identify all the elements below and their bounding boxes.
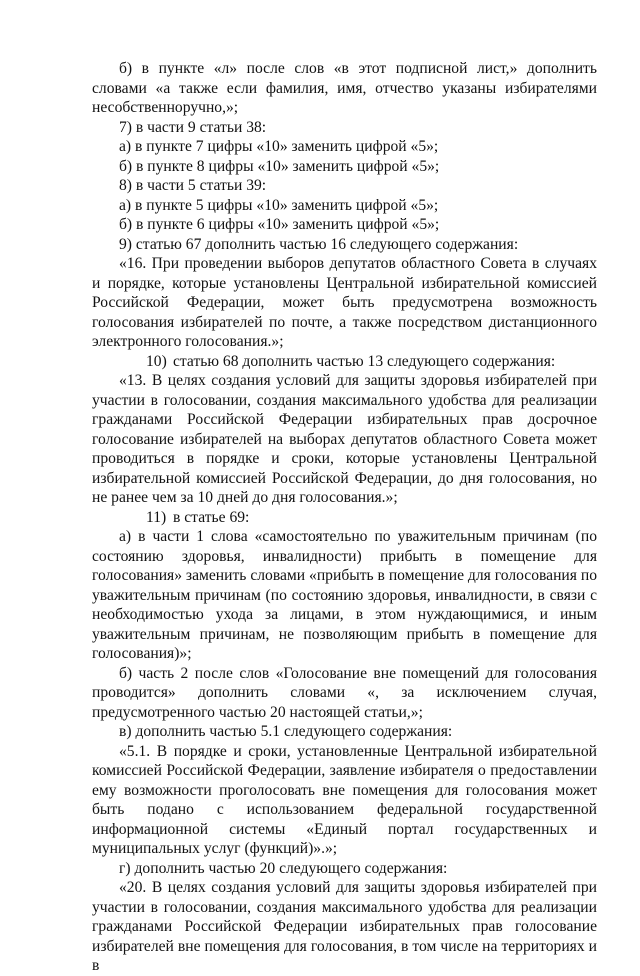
paragraph: 7) в части 9 статьи 38: xyxy=(119,118,267,136)
paragraph: 8) в части 5 статьи 39: xyxy=(119,177,267,194)
quoted-paragraph: «5.1. В порядке и сроки, установленные Центральной избирательной комиссией Российской Федерации, заявление избирателя о предоставлении ему возможности проголосовать вне помещения для голосования может быть подано с использованием федеральной государственной информационной системы «Единый портал государственных и муниципальных услуг (функций)».»; xyxy=(92,742,597,857)
paragraph: 9) статью 67 дополнить частью 16 следующего содержания: xyxy=(119,235,519,253)
paragraph: г) дополнить частью 20 следующего содержания: xyxy=(119,859,448,877)
paragraph: б) часть 2 после слов «Голосование вне помещений для голосования проводится» дополнить словами «, за исключением случая, предусмотренного частью 20 настоящей статьи,»; xyxy=(92,664,597,721)
paragraph: б) в пункте 8 цифры «10» заменить цифрой «5»; xyxy=(119,157,440,175)
quoted-paragraph: «13. В целях создания условий для защиты здоровья избирателей при участии в голосовании, создания максимального удобства для реализации гражданами Российской Федерации избирательных прав досрочное голосование избирателей на выборах депутатов областного Совета может проводиться в порядке и сроки, которые установлены Центральной избирательной комиссией Российской Федерации, до дня голосования, но не ранее чем за 10 дней до дня голосования.»; xyxy=(92,372,597,506)
paragraph: а) в части 1 слова «самостоятельно по уважительным причинам (по состоянию здоровья, инвалидности) прибыть в помещение для голосования» заменить словами «прибыть в помещение для голосования по уважительным причинам (по состоянию здоровья, инвалидности, в связи с необходимостью ухода за лицами, в этом нуждающимися, и иным уважительным причинам, не позволяющим прибыть в помещение для голосования)»; xyxy=(92,528,597,662)
paragraph: а) в пункте 7 цифры «10» заменить цифрой «5»; xyxy=(119,138,439,155)
numbered-item xyxy=(92,352,597,372)
paragraph: б) в пункте 6 цифры «10» заменить цифрой «5»; xyxy=(119,216,440,233)
quoted-paragraph: «16. При проведении выборов депутатов областного Совета в случаях и порядке, которые установлены Центральной избирательной комиссией Российской Федерации, может быть предусмотрена возможность голосования избирателей по почте, а также посредством дистанционного электронного голосования.»; xyxy=(92,255,597,350)
item-text: в статье 69: xyxy=(173,508,250,526)
numbered-item xyxy=(92,508,597,528)
paragraph: в) дополнить частью 5.1 следующего содержания: xyxy=(119,723,453,740)
document-page xyxy=(92,59,597,976)
paragraph: а) в пункте 5 цифры «10» заменить цифрой «5»; xyxy=(119,196,439,214)
paragraph: б) в пункте «л» после слов «в этот подписной лист,» дополнить словами «а также если фамилия, имя, отчество указаны избирателями несобственноручно,»; xyxy=(92,60,597,116)
item-number: 10) xyxy=(146,352,167,370)
item-text: статью 68 дополнить частью 13 следующего содержания: xyxy=(173,352,556,370)
quoted-paragraph: «20. В целях создания условий для защиты здоровья избирателей при участии в голосовании, создания максимального удобства для реализации гражданами Российской Федерации избирательных прав голосование избирателей вне помещения для голосования, в том числе на территориях и в xyxy=(92,879,597,974)
item-number: 11) xyxy=(146,508,167,526)
